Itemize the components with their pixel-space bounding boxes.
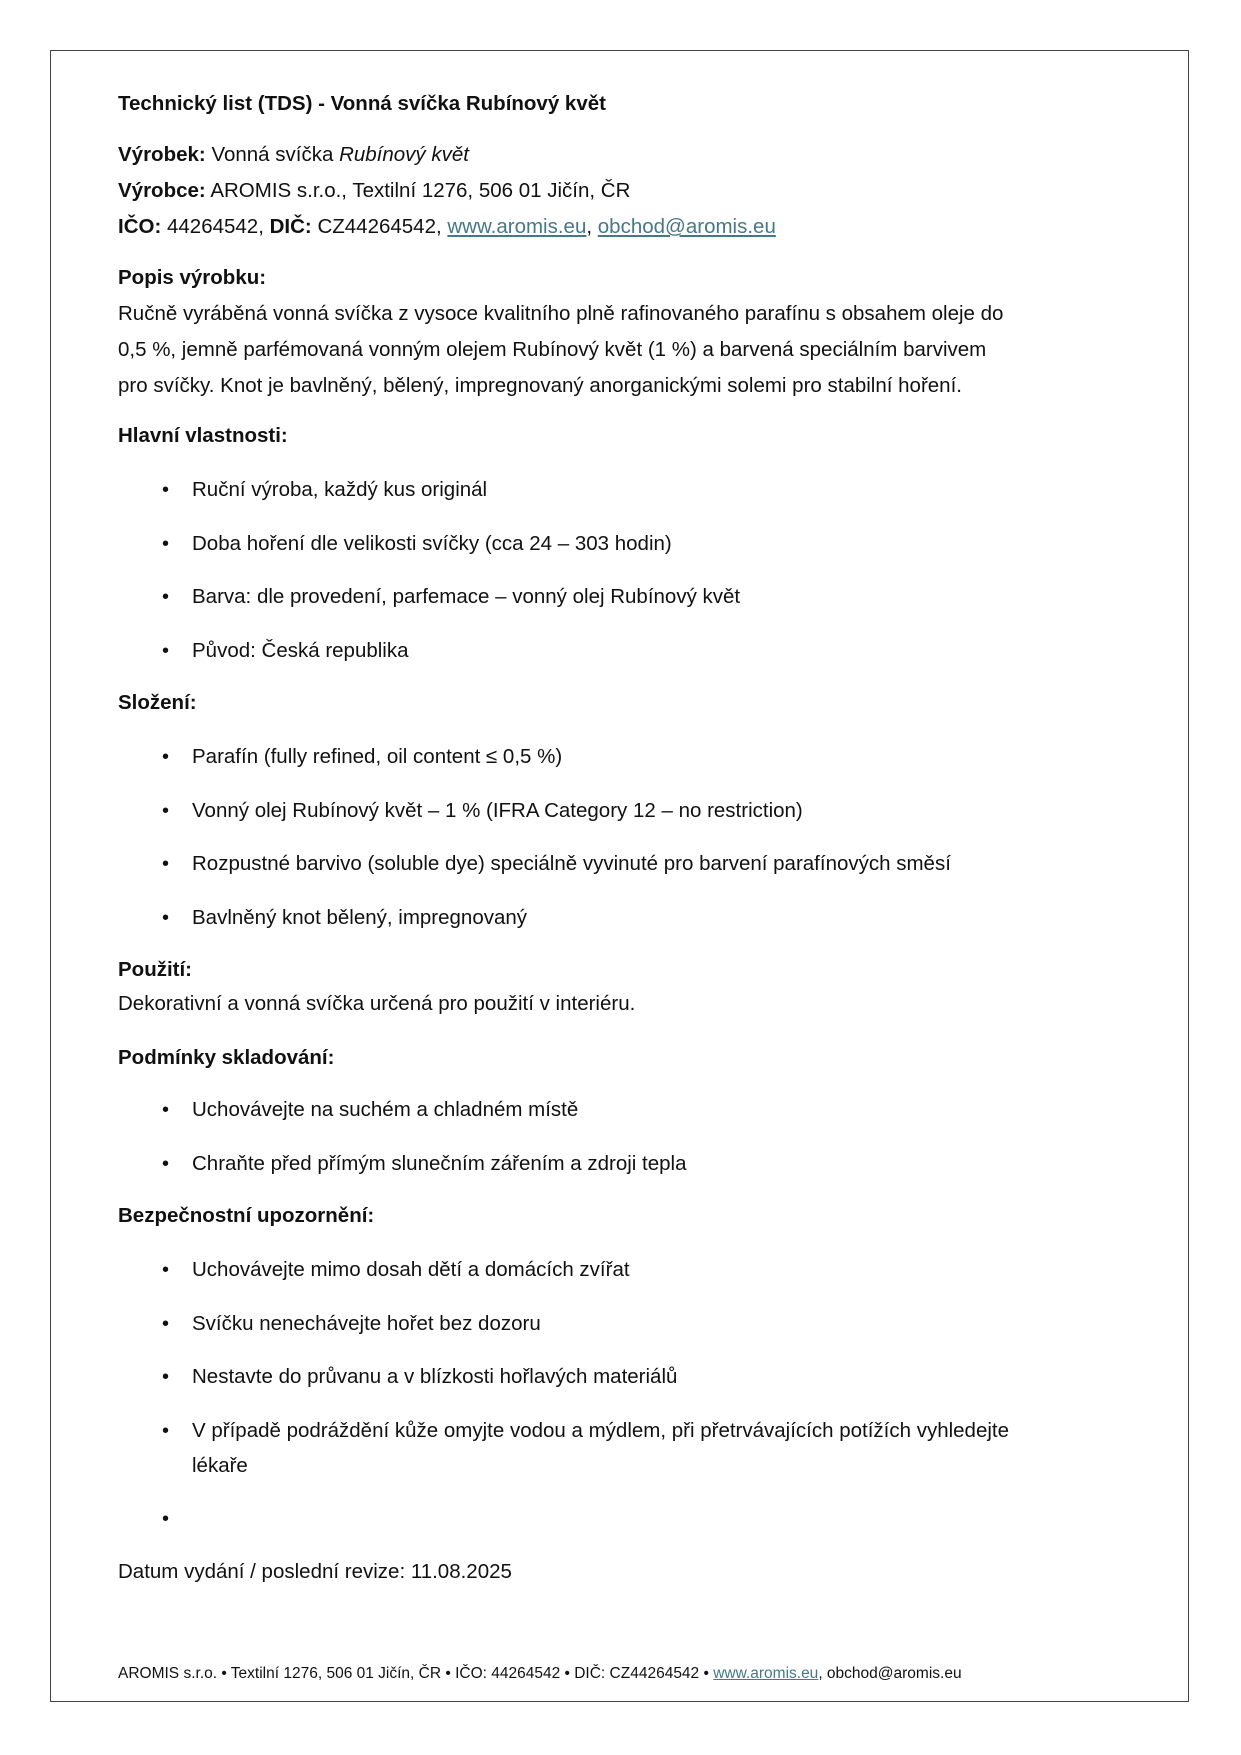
bullet-icon: • bbox=[162, 533, 170, 555]
list-item: Původ: Česká republika bbox=[192, 639, 409, 662]
product-value: Vonná svíčka bbox=[211, 143, 340, 166]
list-item: V případě podráždění kůže omyjte vodou a mýdlem, při přetrvávajících potížích vyhledejte bbox=[192, 1419, 1010, 1442]
bullet-icon: • bbox=[162, 1420, 170, 1442]
email-link[interactable]: obchod@aromis.eu bbox=[597, 215, 776, 238]
list-item: Parafín (fully refined, oil content ≤ 0,5 %) bbox=[192, 745, 563, 768]
list-item: Uchovávejte na suchém a chladném místě bbox=[192, 1098, 579, 1121]
composition-heading: Složení: bbox=[118, 691, 197, 714]
ico-label: IČO: bbox=[118, 215, 162, 238]
product-label: Výrobek: bbox=[118, 143, 206, 166]
list-item-continuation: lékaře bbox=[192, 1454, 248, 1477]
bullet-icon: • bbox=[162, 853, 170, 875]
dic-value: CZ44264542, bbox=[317, 215, 448, 238]
usage-text: Dekorativní a vonná svíčka určená pro použití v interiéru. bbox=[118, 992, 636, 1015]
footer-website-link[interactable]: www.aromis.eu bbox=[713, 1665, 819, 1682]
product-name: Rubínový květ bbox=[339, 143, 469, 166]
bullet-icon: • bbox=[162, 800, 170, 822]
footer bbox=[118, 1662, 962, 1686]
bullet-icon: • bbox=[162, 586, 170, 608]
bullet-icon: • bbox=[162, 1259, 170, 1281]
list-item: Uchovávejte mimo dosah dětí a domácích zvířat bbox=[192, 1258, 630, 1281]
manufacturer-value: AROMIS s.r.o., Textilní 1276, 506 01 Jičín, ČR bbox=[210, 179, 631, 202]
list-item: Bavlněný knot bělený, impregnovaný bbox=[192, 906, 528, 929]
list-item: Rozpustné barvivo (soluble dye) speciálně vyvinuté pro barvení parafínových směsí bbox=[192, 852, 951, 875]
list-item: Nestavte do průvanu a v blízkosti hořlavých materiálů bbox=[192, 1365, 678, 1388]
bullet-icon: • bbox=[162, 1153, 170, 1175]
storage-heading: Podmínky skladování: bbox=[118, 1046, 335, 1069]
description-line: 0,5 %, jemně parfémovaná vonným olejem Rubínový květ (1 %) a barvená speciálním barvivem bbox=[118, 338, 987, 361]
bullet-icon: • bbox=[162, 1313, 170, 1335]
ico-value: 44264542, bbox=[166, 215, 270, 238]
website-link[interactable]: www.aromis.eu bbox=[447, 215, 587, 238]
list-item: Vonný olej Rubínový květ – 1 % (IFRA Category 12 – no restriction) bbox=[192, 799, 803, 822]
footer-text: AROMIS s.r.o. • Textilní 1276, 506 01 Jičín, ČR • IČO: 44264542 • DIČ: CZ44264542 • bbox=[118, 1665, 714, 1682]
list-item: Svíčku nenechávejte hořet bez dozoru bbox=[192, 1312, 541, 1335]
dic-label: DIČ: bbox=[269, 215, 312, 238]
footer-email: , obchod@aromis.eu bbox=[818, 1665, 962, 1682]
document-title: Technický list (TDS) - Vonná svíčka Rubínový květ bbox=[118, 92, 606, 115]
features-heading: Hlavní vlastnosti: bbox=[118, 424, 288, 447]
bullet-icon: • bbox=[162, 1099, 170, 1121]
usage-heading: Použití: bbox=[118, 958, 193, 981]
description-heading: Popis výrobku: bbox=[118, 266, 267, 289]
bullet-icon: • bbox=[162, 640, 170, 662]
list-item: Chraňte před přímým slunečním zářením a zdroji tepla bbox=[192, 1152, 687, 1175]
bullet-icon: • bbox=[162, 746, 170, 768]
bullet-icon: • bbox=[162, 907, 170, 929]
bullet-icon: • bbox=[162, 1366, 170, 1388]
bullet-icon: • bbox=[162, 479, 170, 501]
manufacturer-line bbox=[118, 179, 630, 203]
ids-line bbox=[118, 215, 776, 239]
revision-date: Datum vydání / poslední revize: 11.08.2025 bbox=[118, 1560, 512, 1583]
description-line: pro svíčky. Knot je bavlněný, bělený, impregnovaný anorganickými solemi pro stabilní hoření. bbox=[118, 374, 962, 397]
bullet-icon: • bbox=[162, 1508, 170, 1530]
manufacturer-label: Výrobce: bbox=[118, 179, 206, 202]
product-line bbox=[118, 143, 469, 167]
list-item: Barva: dle provedení, parfemace – vonný olej Rubínový květ bbox=[192, 585, 741, 608]
safety-heading: Bezpečnostní upozornění: bbox=[118, 1204, 375, 1227]
separator: , bbox=[586, 215, 598, 238]
list-item: Doba hoření dle velikosti svíčky (cca 24 – 303 hodin) bbox=[192, 532, 672, 555]
description-line: Ručně vyráběná vonná svíčka z vysoce kvalitního plně rafinovaného parafínu s obsahem oleje do bbox=[118, 302, 1004, 325]
list-item: Ruční výroba, každý kus originál bbox=[192, 478, 488, 501]
